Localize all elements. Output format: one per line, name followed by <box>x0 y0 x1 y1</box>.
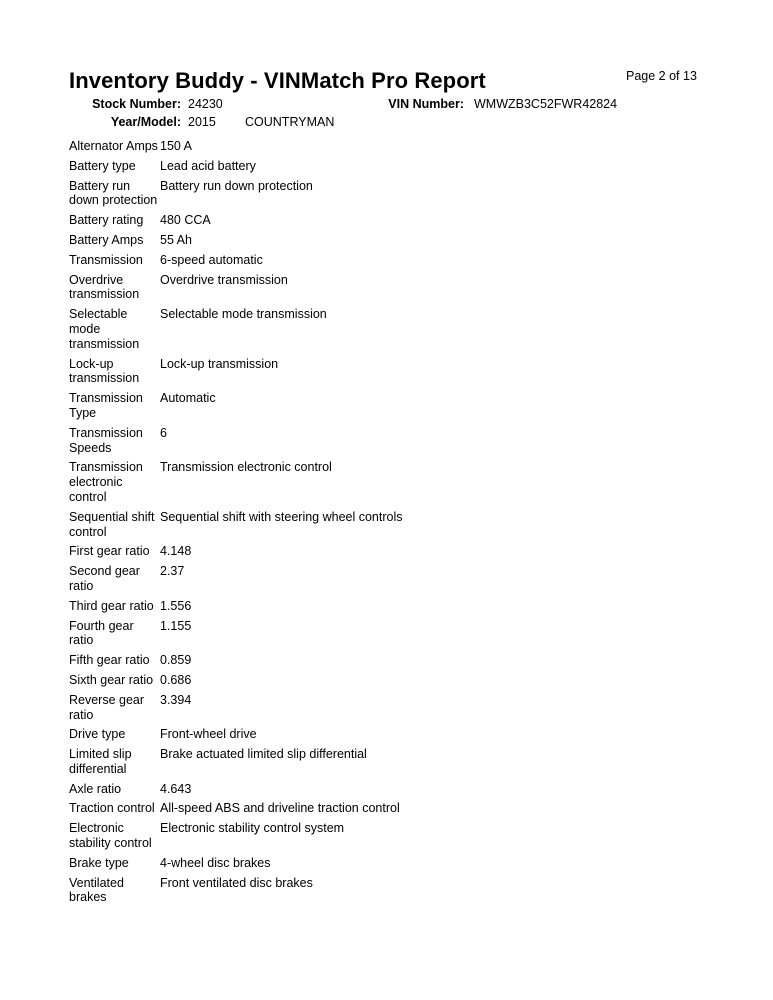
spec-row <box>69 179 403 214</box>
spec-label: Traction control <box>69 801 155 816</box>
spec-row <box>69 426 403 461</box>
spec-value: 1.556 <box>160 598 192 613</box>
spec-value: 6 <box>160 425 167 440</box>
spec-row <box>69 821 403 856</box>
spec-value: 3.394 <box>160 692 192 707</box>
spec-value: 4.643 <box>160 781 192 796</box>
spec-label: Sixth gear ratio <box>69 672 154 687</box>
spec-value: Brake actuated limited slip differential <box>160 747 367 762</box>
spec-row <box>69 801 403 821</box>
stock-number-label: Stock Number: <box>92 97 181 111</box>
spec-value: Transmission electronic control <box>160 460 332 475</box>
model-value: COUNTRYMAN <box>245 115 335 129</box>
spec-label: Battery run down protection <box>69 178 158 208</box>
spec-row <box>69 564 403 599</box>
spec-value: 0.686 <box>160 672 192 687</box>
spec-value: Battery run down protection <box>160 178 313 193</box>
spec-value: Overdrive transmission <box>160 272 288 287</box>
spec-label: Electronic stability control <box>69 821 152 851</box>
spec-row <box>69 510 403 545</box>
spec-value: Selectable mode transmission <box>160 307 327 322</box>
spec-label: First gear ratio <box>69 544 150 559</box>
spec-label: Second gear ratio <box>69 564 140 593</box>
spec-value: 2.37 <box>160 564 185 579</box>
spec-row <box>69 619 403 654</box>
spec-row <box>69 653 403 673</box>
spec-label: Sequential shift control <box>69 509 155 539</box>
spec-label: Reverse gear ratio <box>69 692 145 722</box>
report-title: Inventory Buddy - VINMatch Pro Report <box>69 68 486 93</box>
spec-value: Front-wheel drive <box>160 727 257 742</box>
year-model-label: Year/Model: <box>110 115 181 129</box>
spec-row <box>69 544 403 564</box>
spec-value: 150 A <box>160 139 192 153</box>
spec-row <box>69 213 403 233</box>
spec-value: 4-wheel disc brakes <box>160 855 271 870</box>
spec-value: Lead acid battery <box>160 158 256 173</box>
spec-value: Sequential shift with steering wheel controls <box>160 509 403 524</box>
spec-value: Front ventilated disc brakes <box>160 875 313 890</box>
spec-label: Axle ratio <box>69 781 122 796</box>
spec-value: Automatic <box>160 391 216 406</box>
spec-row <box>69 391 403 426</box>
spec-row <box>69 357 403 392</box>
spec-table <box>69 139 403 910</box>
spec-label: Fourth gear ratio <box>69 618 134 648</box>
spec-value: Electronic stability control system <box>160 821 345 836</box>
spec-row <box>69 693 403 728</box>
spec-row <box>69 599 403 619</box>
spec-row <box>69 856 403 876</box>
spec-row <box>69 253 403 273</box>
spec-label: Selectable mode transmission <box>69 307 140 351</box>
vin-value: WMWZB3C52FWR42824 <box>474 97 618 111</box>
spec-value: 480 CCA <box>160 213 211 228</box>
page-number: Page 2 of 13 <box>626 69 697 83</box>
year-value: 2015 <box>188 115 216 129</box>
spec-label: Ventilated brakes <box>69 875 124 905</box>
spec-label: Lock-up transmission <box>69 356 140 386</box>
spec-row <box>69 273 403 308</box>
spec-row <box>69 159 403 179</box>
spec-label: Alternator Amps <box>69 139 158 153</box>
spec-label: Overdrive transmission <box>69 272 140 302</box>
vin-label: VIN Number: <box>388 97 464 111</box>
spec-value: 0.859 <box>160 653 192 668</box>
spec-row <box>69 307 403 356</box>
spec-label: Battery rating <box>69 213 144 228</box>
spec-row <box>69 233 403 253</box>
spec-value: 55 Ah <box>160 232 192 247</box>
spec-value: 6-speed automatic <box>160 252 263 267</box>
spec-row <box>69 876 403 911</box>
spec-table-body <box>69 139 403 910</box>
spec-label: Battery type <box>69 158 136 173</box>
spec-label: Transmission Speeds <box>69 425 143 455</box>
spec-row <box>69 139 403 159</box>
stock-number-value: 24230 <box>188 97 223 111</box>
spec-row <box>69 747 403 782</box>
spec-label: Limited slip differential <box>69 747 132 776</box>
stock-number-row <box>0 97 773 113</box>
spec-label: Drive type <box>69 727 126 742</box>
spec-row <box>69 727 403 747</box>
spec-label: Transmission Type <box>69 391 143 420</box>
spec-value: Lock-up transmission <box>160 356 279 371</box>
spec-row <box>69 782 403 802</box>
spec-row <box>69 460 403 509</box>
spec-row <box>69 673 403 693</box>
spec-value: 4.148 <box>160 544 192 559</box>
spec-value: 1.155 <box>160 618 192 633</box>
spec-label: Battery Amps <box>69 232 144 247</box>
year-model-row <box>0 115 773 131</box>
spec-label: Fifth gear ratio <box>69 653 150 668</box>
spec-label: Third gear ratio <box>69 598 154 613</box>
spec-label: Transmission <box>69 252 143 267</box>
spec-label: Transmission electronic control <box>69 460 143 504</box>
spec-label: Brake type <box>69 855 129 870</box>
spec-value: All-speed ABS and driveline traction control <box>160 801 400 816</box>
